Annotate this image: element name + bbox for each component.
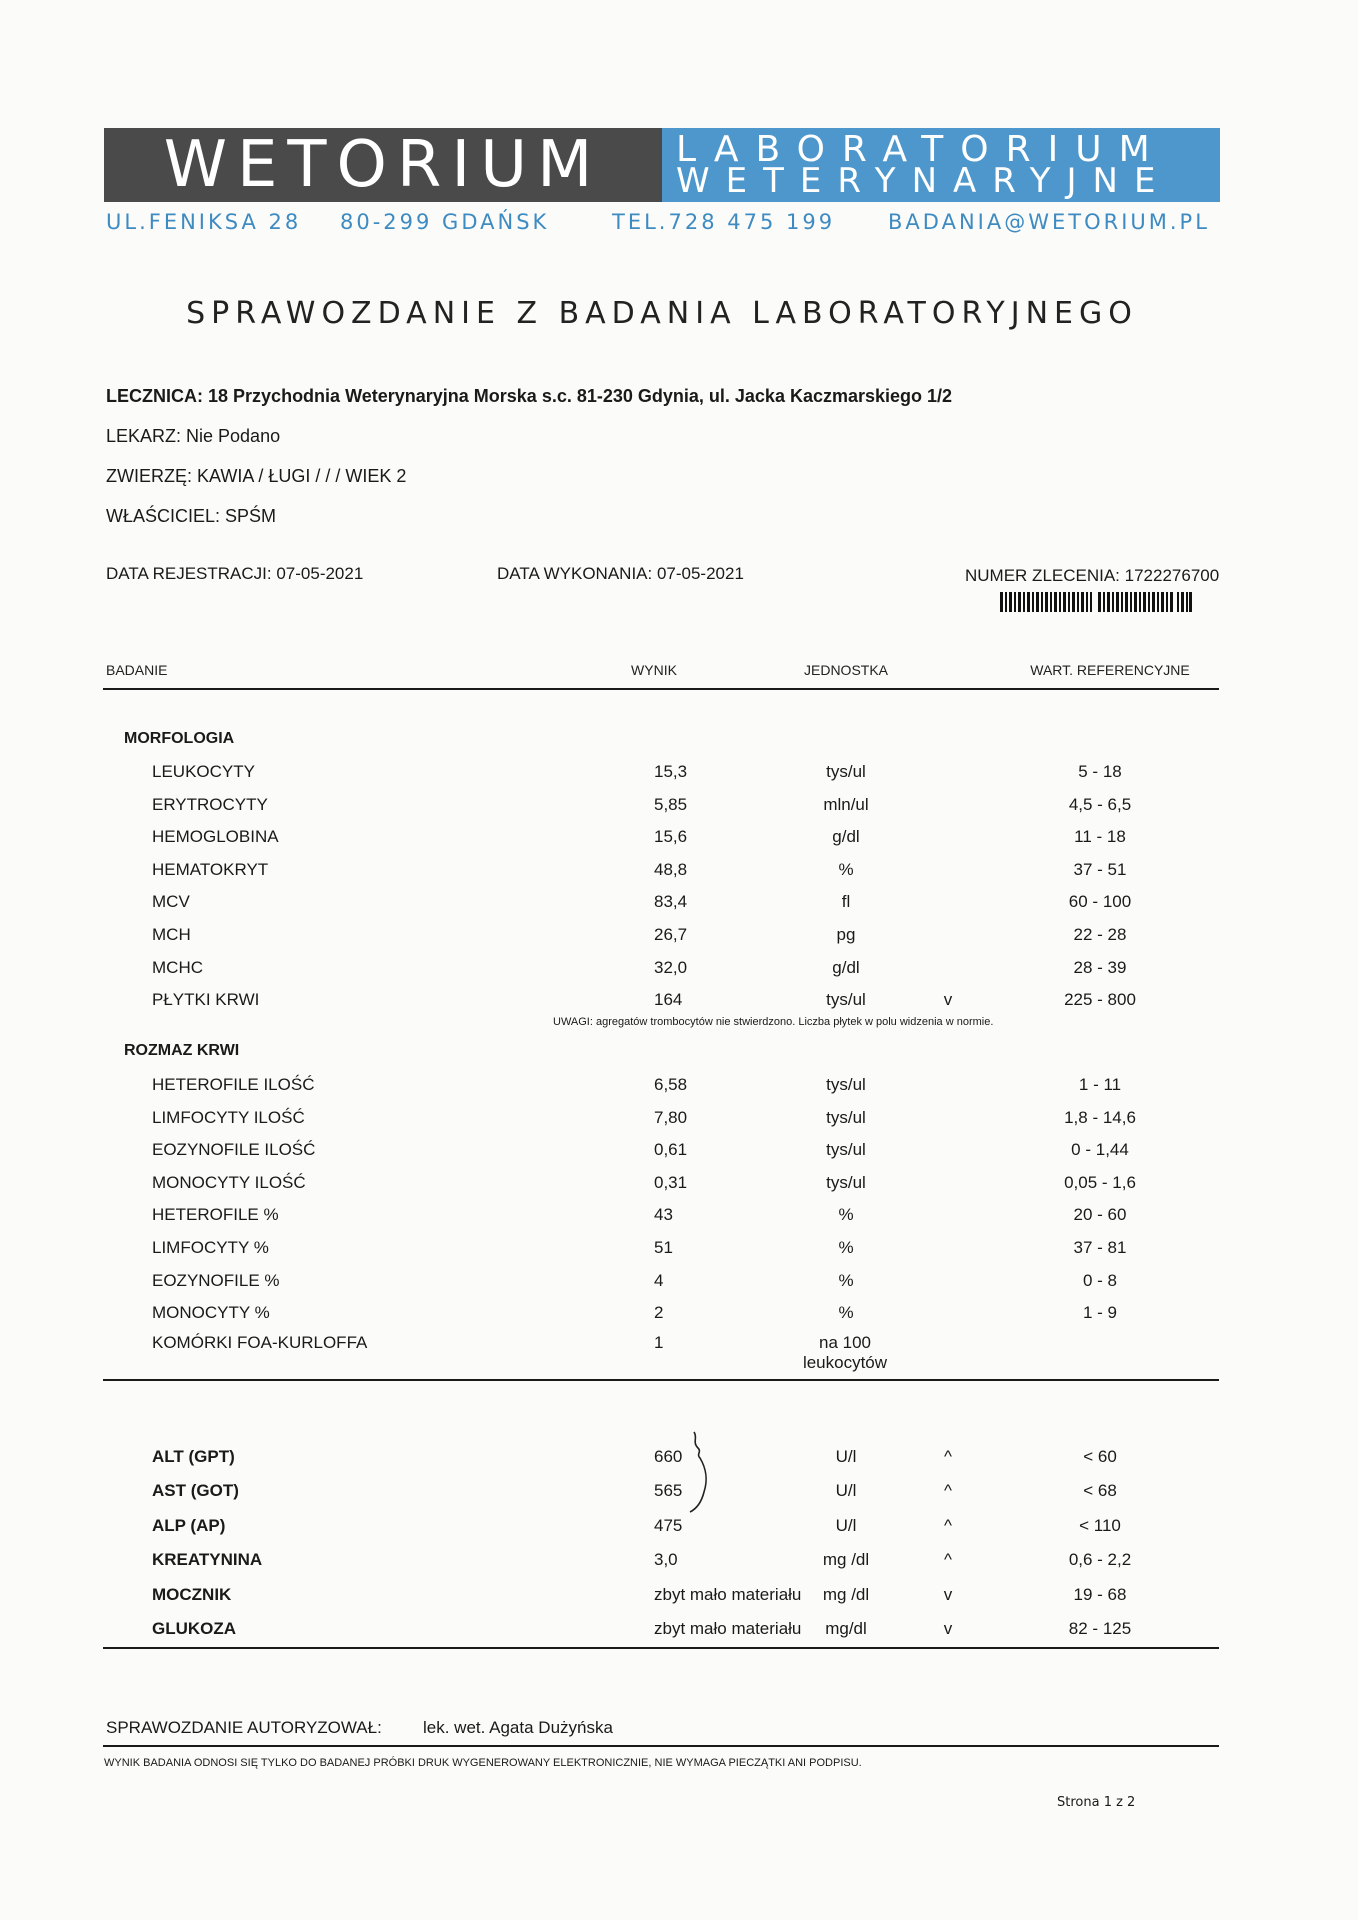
- animal-line: ZWIERZĘ: KAWIA / ŁUGI / / / WIEK 2: [106, 466, 407, 486]
- reference-range: 28 - 39: [1073, 957, 1127, 977]
- document-title: SPRAWOZDANIE Z BADANIA LABORATORYJNEGO: [186, 296, 1138, 331]
- test-unit: %: [838, 1238, 854, 1257]
- reference-range: 1 - 9: [1082, 1303, 1118, 1323]
- header-divider: [103, 688, 1219, 690]
- reference-range: 37 - 51: [1073, 859, 1127, 879]
- table-row: LEUKOCYTY 15,3 tys/ul 5 - 18: [152, 762, 1122, 781]
- test-name: EOZYNOFILE %: [152, 1270, 280, 1290]
- test-name: HETEROFILE %: [152, 1205, 279, 1225]
- biochemistry-divider: [103, 1647, 1219, 1649]
- test-unit: %: [838, 1205, 854, 1225]
- table-row: MOCZNIK zbyt mało materiału mg /dl v 19 - 68: [152, 1584, 1127, 1604]
- reference-range: 4,5 - 6,5: [1068, 794, 1132, 814]
- column-header-result: WYNIK: [631, 662, 677, 678]
- table-row: ALT (GPT) 660 U/l ^ < 60: [152, 1447, 1117, 1466]
- table-row: KREATYNINA 3,0 mg /dl ^ 0,6 - 2,2: [152, 1550, 1132, 1570]
- table-row: MONOCYTY ILOŚĆ 0,31 tys/ul 0,05 - 1,6: [152, 1172, 1136, 1192]
- test-name: ALP (AP): [152, 1515, 226, 1535]
- brand-line-1: LABORATORIUM: [676, 129, 1167, 170]
- test-name: ALT (GPT): [152, 1447, 235, 1466]
- owner-line: WŁAŚCICIEL: SPŚM: [106, 506, 277, 526]
- address: UL.FENIKSA 28: [106, 210, 302, 234]
- test-name: MONOCYTY %: [152, 1303, 270, 1323]
- postal-city: 80-299 GDAŃSK: [340, 210, 550, 234]
- column-header-reference: WART. REFERENCYJNE: [1030, 662, 1190, 678]
- test-unit: mg /dl: [822, 1584, 870, 1604]
- reference-range: 0,6 - 2,2: [1068, 1550, 1132, 1570]
- table-row: LIMFOCYTY % 51 % 37 - 81: [152, 1238, 1127, 1257]
- reference-range: 1,8 - 14,6: [1064, 1107, 1136, 1127]
- table-row: LIMFOCYTY ILOŚĆ 7,80 tys/ul 1,8 - 14,6: [152, 1107, 1136, 1127]
- reference-range: 0,05 - 1,6: [1064, 1172, 1136, 1192]
- table-row: HETEROFILE % 43 % 20 - 60: [152, 1205, 1127, 1225]
- table-row: HEMATOKRYT 48,8 % 37 - 51: [152, 859, 1127, 879]
- reference-range: 11 - 18: [1074, 827, 1126, 847]
- test-name: KOMÓRKI FOA-KURLOFFA: [152, 1333, 368, 1352]
- email-link[interactable]: BADANIA@WETORIUM.PL: [888, 210, 1210, 234]
- test-unit: U/l: [835, 1515, 857, 1535]
- reference-range: < 110: [1079, 1515, 1121, 1535]
- reference-range: < 68: [1083, 1481, 1117, 1501]
- table-row: PŁYTKI KRWI 164 tys/ul v 225 - 800: [152, 990, 1136, 1010]
- table-row: KOMÓRKI FOA-KURLOFFA 1: [152, 1333, 664, 1352]
- flag-indicator: ^: [944, 1515, 952, 1535]
- test-name: PŁYTKI KRWI: [152, 990, 260, 1010]
- reference-range: 1 - 11: [1078, 1075, 1122, 1094]
- test-name: KREATYNINA: [152, 1550, 263, 1570]
- test-unit: fl: [841, 892, 851, 912]
- test-unit: tys/ul: [826, 990, 866, 1010]
- brand-logo: WETORIUM: [104, 128, 662, 202]
- table-row: GLUKOZA zbyt mało materiału mg/dl v 82 - 125: [152, 1619, 1132, 1638]
- table-row: MONOCYTY % 2 % 1 - 9: [152, 1303, 1118, 1323]
- platelet-note: UWAGI: agregatów trombocytów nie stwierdzono. Liczba płytek w polu widzenia w normie.: [553, 1016, 994, 1028]
- reference-range: 0 - 8: [1082, 1270, 1118, 1290]
- test-name: LIMFOCYTY ILOŚĆ: [152, 1107, 305, 1127]
- flag-indicator: ^: [944, 1481, 952, 1501]
- doctor-line: LEKARZ: Nie Podano: [106, 426, 281, 446]
- test-unit: %: [838, 1303, 854, 1323]
- flag-indicator: ^: [944, 1447, 952, 1466]
- test-unit: mg/dl: [825, 1619, 867, 1638]
- table-row: MCHC 32,0 g/dl 28 - 39: [152, 957, 1127, 977]
- test-name: ERYTROCYTY: [152, 794, 268, 814]
- test-unit: U/l: [835, 1447, 857, 1466]
- test-unit: tys/ul: [826, 1107, 866, 1127]
- authorized-label: SPRAWOZDANIE AUTORYZOWAŁ:: [106, 1718, 382, 1737]
- test-name: LIMFOCYTY %: [152, 1238, 269, 1257]
- reference-range: 225 - 800: [1064, 990, 1136, 1010]
- foa-unit: [803, 1333, 887, 1373]
- test-unit: tys/ul: [826, 1140, 866, 1160]
- column-header-unit: JEDNOSTKA: [803, 662, 889, 678]
- test-name: GLUKOZA: [152, 1619, 237, 1638]
- test-name: MCV: [152, 892, 190, 912]
- flag-indicator: v: [943, 990, 953, 1010]
- section-heading-rozmaz: ROZMAZ KRWI: [124, 1042, 240, 1059]
- foa-unit-line-1: na 100: [818, 1333, 871, 1352]
- test-name: LEUKOCYTY: [152, 762, 255, 781]
- test-unit: tys/ul: [826, 762, 866, 781]
- table-row: HEMOGLOBINA 15,6 g/dl 11 - 18: [152, 827, 1126, 847]
- test-unit: tys/ul: [826, 1075, 866, 1094]
- table-row: MCH 26,7 pg 22 - 28: [152, 925, 1127, 944]
- reference-range: 60 - 100: [1068, 892, 1132, 912]
- test-unit: %: [838, 1270, 854, 1290]
- test-unit: g/dl: [832, 827, 860, 847]
- reference-range: 22 - 28: [1073, 925, 1127, 944]
- reference-range: 5 - 18: [1078, 762, 1122, 781]
- contact-line: [104, 210, 1220, 240]
- brand-line-2: WETERYNARYJNE: [676, 161, 1172, 201]
- reference-range: < 60: [1083, 1447, 1117, 1466]
- clinic-line: [106, 386, 952, 407]
- test-name: MOCZNIK: [152, 1584, 232, 1604]
- handwritten-bracket-mark: [688, 1428, 728, 1518]
- barcode-image: [1000, 592, 1192, 612]
- test-name: MONOCYTY ILOŚĆ: [152, 1172, 306, 1192]
- table-row: AST (GOT) 565 U/l ^ < 68: [152, 1481, 1117, 1501]
- reference-range: 82 - 125: [1068, 1619, 1132, 1638]
- footer-divider: [103, 1745, 1219, 1747]
- table-row: EOZYNOFILE ILOŚĆ 0,61 tys/ul 0 - 1,44: [152, 1140, 1129, 1160]
- test-name: MCHC: [152, 957, 203, 977]
- test-name: HETEROFILE ILOŚĆ: [152, 1075, 315, 1094]
- test-name: EOZYNOFILE ILOŚĆ: [152, 1140, 316, 1160]
- test-unit: g/dl: [832, 957, 860, 977]
- test-name: MCH: [152, 925, 191, 944]
- test-unit: pg: [836, 925, 856, 944]
- table-row: EOZYNOFILE % 4 % 0 - 8: [152, 1270, 1118, 1290]
- foa-unit-line-2: leukocytów: [802, 1353, 888, 1372]
- test-unit: U/l: [835, 1481, 857, 1501]
- test-name: HEMATOKRYT: [152, 859, 269, 879]
- section-heading-morfologia: MORFOLOGIA: [124, 730, 235, 747]
- header-banner: [104, 128, 1220, 202]
- page-number: Strona 1 z 2: [1057, 1795, 1136, 1810]
- flag-indicator: v: [943, 1619, 953, 1638]
- authorized-name: lek. wet. Agata Dużyńska: [423, 1718, 613, 1737]
- test-name: AST (GOT): [152, 1481, 239, 1501]
- test-unit: mln/ul: [823, 794, 869, 814]
- registration-date: DATA REJESTRACJI: 07-05-2021: [106, 564, 364, 583]
- reference-range: 19 - 68: [1073, 1584, 1127, 1604]
- brand-subtitle-box: [662, 128, 1220, 202]
- order-number: NUMER ZLECENIA: 1722276700: [965, 566, 1220, 585]
- flag-indicator: ^: [944, 1550, 952, 1570]
- table-row: HETEROFILE ILOŚĆ 6,58 tys/ul 1 - 11: [152, 1075, 1122, 1094]
- test-unit: mg /dl: [822, 1550, 870, 1570]
- test-name: HEMOGLOBINA: [152, 827, 279, 847]
- section-divider: [103, 1379, 1219, 1381]
- column-header-test: BADANIE: [106, 662, 168, 678]
- flag-indicator: v: [943, 1584, 953, 1604]
- disclaimer: WYNIK BADANIA ODNOSI SIĘ TYLKO DO BADANEJ PRÓBKI DRUK WYGENEROWANY ELEKTRONICZNIE, NIE WYMAGA PIECZĄTKI ANI PODPISU.: [104, 1757, 862, 1769]
- test-unit: %: [838, 859, 854, 879]
- clinic-label: LECZNICA:: [106, 386, 203, 406]
- table-row: MCV 83,4 fl 60 - 100: [152, 892, 1132, 912]
- table-row: ERYTROCYTY 5,85 mln/ul 4,5 - 6,5: [152, 794, 1132, 814]
- phone: TEL.728 475 199: [612, 210, 836, 234]
- table-row: ALP (AP) 475 U/l ^ < 110: [152, 1515, 1121, 1535]
- test-unit: tys/ul: [826, 1172, 866, 1192]
- reference-range: 37 - 81: [1073, 1238, 1127, 1257]
- reference-range: 0 - 1,44: [1071, 1140, 1129, 1160]
- execution-date: DATA WYKONANIA: 07-05-2021: [497, 564, 744, 583]
- clinic-value: 18 Przychodnia Weterynaryjna Morska s.c. 81-230 Gdynia, ul. Jacka Kaczmarskiego 1/2: [208, 386, 953, 406]
- reference-range: 20 - 60: [1073, 1205, 1127, 1225]
